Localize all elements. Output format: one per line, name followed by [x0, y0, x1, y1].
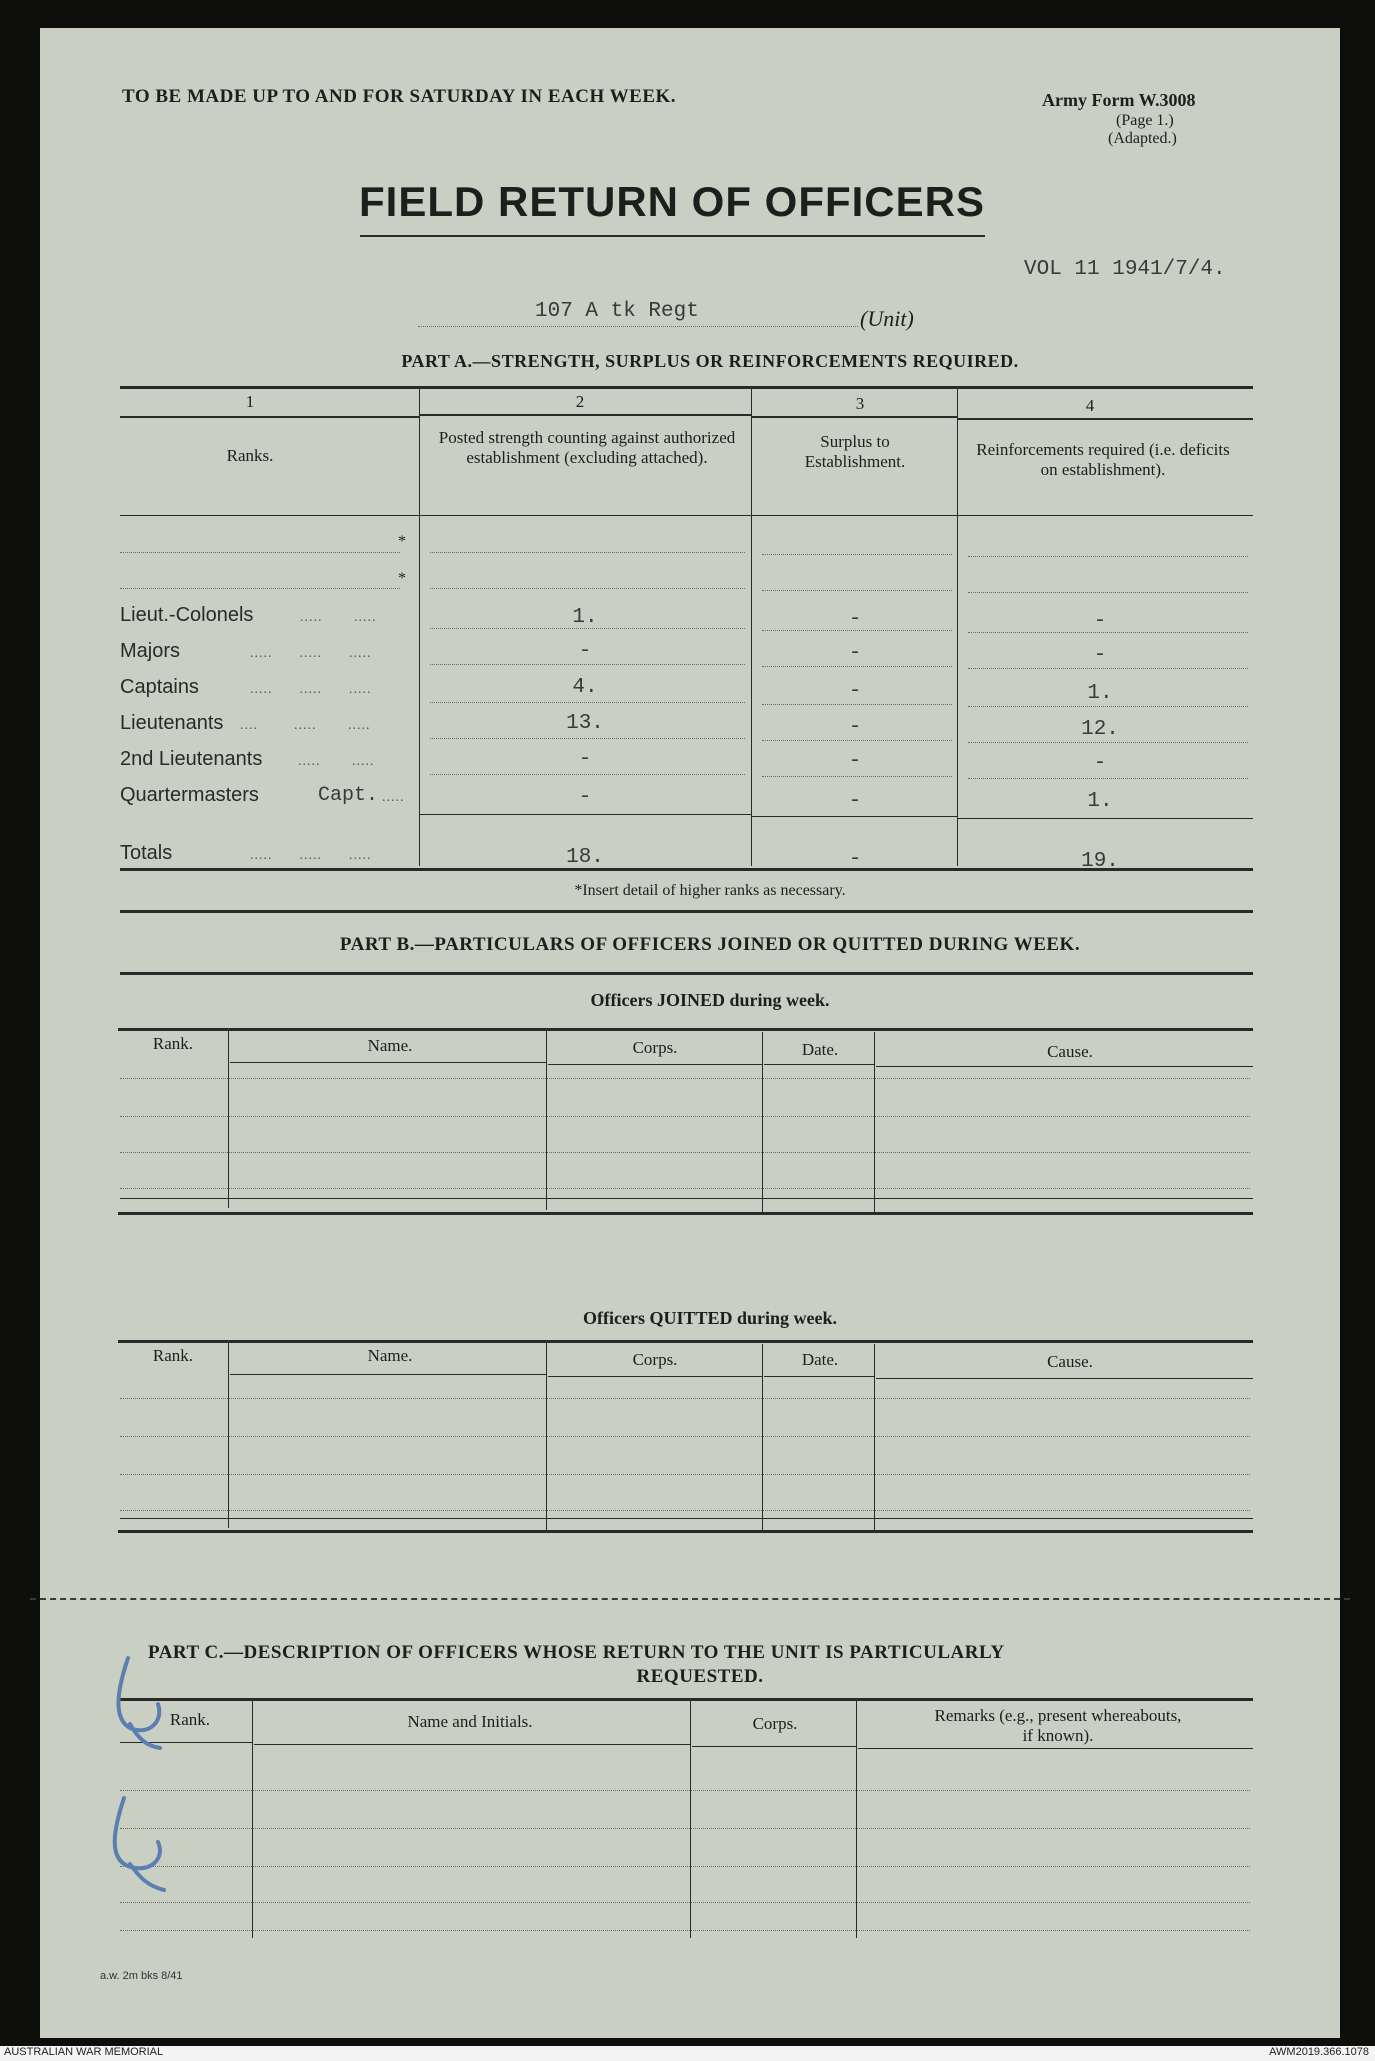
row-dots	[430, 588, 745, 589]
quitted-col-corps: Corps.	[632, 1350, 678, 1369]
leader-dots: ..... ..... .....	[250, 646, 372, 661]
form-page: (Page 1.)	[1116, 112, 1174, 129]
row-dots	[762, 776, 952, 777]
leader-dots: ..... .....	[298, 754, 375, 769]
blank-row-1-dots	[120, 552, 400, 553]
part-a-sub-rule-4	[958, 418, 1253, 420]
totals-label: Totals	[120, 842, 173, 864]
unit-label: (Unit)	[860, 306, 914, 331]
quitted-header-rule	[548, 1376, 762, 1377]
quitted-col-name: Name.	[367, 1346, 413, 1365]
part-b-heading-rule	[120, 972, 1253, 975]
instruction-text: TO BE MADE UP TO AND FOR SATURDAY IN EACH WEEK.	[122, 86, 677, 107]
leader-dots: ..... ..... .....	[250, 848, 372, 863]
joined-col-name: Name.	[367, 1036, 413, 1055]
joined-header-rule	[548, 1064, 762, 1065]
quitted-header-rule	[230, 1374, 546, 1375]
part-c-row-line	[120, 1866, 1250, 1867]
archive-strip	[0, 2046, 1375, 2061]
rank-label: Lieutenants	[120, 712, 224, 734]
quitted-header-rule	[764, 1376, 874, 1377]
quitted-header-rule	[876, 1378, 1253, 1379]
unit-value: 107 A tk Regt	[535, 300, 699, 323]
part-b-top-rule	[120, 910, 1253, 913]
joined-row-line	[120, 1152, 1250, 1153]
part-c-heading-2: REQUESTED.	[636, 1666, 764, 1687]
col-header-posted: Posted strength counting against authorized establishment (excluding attached).	[438, 428, 736, 467]
col-number-1: 1	[245, 392, 255, 411]
blank-row-2-dots	[120, 588, 400, 589]
part-c-row-line	[120, 1930, 1250, 1931]
part-c-col-remarks-2: if known).	[1022, 1726, 1094, 1745]
quitted-title-visible: Officers QUITTED during week.	[583, 1308, 837, 1328]
part-a-sub-rule-1	[120, 416, 420, 418]
joined-header-rule	[876, 1066, 1253, 1067]
row-dots	[430, 664, 745, 665]
quitted-row-line	[120, 1510, 1250, 1511]
rank-label: Quartermasters	[120, 784, 259, 806]
posted-value: -	[578, 786, 592, 809]
surplus-value: -	[848, 750, 862, 773]
page-title: FIELD RETURN OF OFFICERS	[359, 178, 985, 225]
quitted-divider	[874, 1344, 875, 1530]
surplus-value: -	[848, 716, 862, 739]
part-a-divider-1	[419, 386, 420, 866]
totals-rule-3	[958, 818, 1253, 819]
vol-stamp: VOL 11 1941/7/4.	[1024, 258, 1226, 281]
joined-divider	[874, 1032, 875, 1212]
totals-reinf: 19.	[1081, 850, 1119, 873]
accession-number: AWM2019.366.1078	[1269, 2046, 1369, 2058]
part-c-heading: PART C.—DESCRIPTION OF OFFICERS WHOSE RETURN TO THE UNIT IS PARTICULARLY	[148, 1642, 1005, 1663]
rank-label: Majors	[120, 640, 181, 662]
joined-divider	[228, 1028, 229, 1208]
joined-bottom-rule	[120, 1198, 1253, 1199]
part-a-divider-2	[751, 386, 752, 866]
row-dots	[968, 742, 1248, 743]
col-header-ranks: Ranks.	[226, 446, 274, 465]
quitted-col-date: Date.	[801, 1350, 839, 1369]
title-underline	[360, 235, 985, 237]
joined-header-rule	[230, 1062, 546, 1063]
joined-header-rule	[764, 1064, 874, 1065]
quitted-bottom-rule	[120, 1518, 1253, 1519]
part-c-row-line	[120, 1902, 1250, 1903]
leader-dots: .....	[382, 790, 405, 805]
joined-divider	[762, 1032, 763, 1212]
part-c-col-rank: Rank.	[169, 1710, 211, 1729]
totals-surplus: -	[848, 848, 862, 871]
joined-col-cause: Cause.	[1047, 1042, 1093, 1061]
joined-row-line	[120, 1116, 1250, 1117]
joined-row-line	[120, 1188, 1250, 1189]
part-a-top-rule	[120, 386, 1253, 389]
joined-end-rule	[118, 1212, 1253, 1215]
quitted-divider	[762, 1344, 763, 1530]
row-dots	[968, 556, 1248, 557]
form-adapted: (Adapted.)	[1108, 130, 1177, 147]
part-a-heading: PART A.—STRENGTH, SURPLUS OR REINFORCEMENTS REQUIRED.	[401, 351, 1019, 371]
joined-col-date: Date.	[801, 1040, 839, 1059]
unit-dotted-line	[418, 326, 858, 327]
col-number-2: 2	[575, 392, 585, 411]
blank-row-1-star: *	[398, 533, 406, 550]
part-a-sub-rule-3	[752, 416, 957, 418]
leader-dots: .... ..... .....	[240, 718, 371, 733]
leader-dots: ..... ..... .....	[250, 682, 372, 697]
col-header-reinforcements: Reinforcements required (i.e. deficits on establishment).	[976, 440, 1230, 479]
reinf-value: 1.	[1087, 682, 1113, 705]
quitted-row-line	[120, 1398, 1250, 1399]
part-c-row-line	[120, 1828, 1250, 1829]
rank-label: 2nd Lieutenants	[120, 748, 263, 770]
totals-posted: 18.	[566, 846, 604, 869]
part-b-heading: PART B.—PARTICULARS OF OFFICERS JOINED OR QUITTED DURING WEEK.	[339, 934, 1081, 955]
quitted-row-line	[120, 1436, 1250, 1437]
leader-dots: ..... .....	[300, 610, 377, 625]
row-dots	[430, 738, 745, 739]
reinf-value: -	[1093, 644, 1107, 667]
quitted-row-line	[120, 1474, 1250, 1475]
surplus-value: -	[848, 642, 862, 665]
form-number: Army Form W.3008	[1042, 90, 1196, 110]
row-dots	[762, 704, 952, 705]
posted-value: -	[578, 748, 592, 771]
posted-value: 1.	[572, 606, 598, 629]
row-dots	[430, 628, 745, 629]
row-dots	[968, 668, 1248, 669]
row-dots	[968, 632, 1248, 633]
reinf-value: 1.	[1087, 790, 1113, 813]
col-number-4: 4	[1085, 396, 1095, 415]
row-dots	[968, 592, 1248, 593]
totals-rule-2	[752, 816, 957, 817]
col-number-3: 3	[855, 394, 865, 413]
institution-label: AUSTRALIAN WAR MEMORIAL	[4, 2046, 164, 2058]
joined-row-line	[120, 1078, 1250, 1079]
reinf-value: -	[1093, 610, 1107, 633]
blank-row-2-star: *	[398, 570, 406, 587]
row-dots	[430, 552, 745, 553]
part-c-header-rule	[858, 1748, 1253, 1749]
part-a-sub-rule-2	[420, 414, 752, 416]
reinf-value: 12.	[1081, 718, 1119, 741]
rank-label: Lieut.-Colonels	[120, 604, 254, 626]
printer-code: a.w. 2m bks 8/41	[100, 1970, 183, 1982]
joined-title: Officers JOINED during week.	[590, 990, 830, 1010]
quitted-end-rule	[118, 1530, 1253, 1533]
part-c-header-rule	[254, 1744, 690, 1745]
part-c-col-corps: Corps.	[752, 1714, 798, 1733]
surplus-value: -	[848, 608, 862, 631]
surplus-value: -	[848, 790, 862, 813]
quitted-col-rank: Rank.	[152, 1346, 194, 1365]
joined-divider	[546, 1030, 547, 1210]
perforation-line	[30, 1598, 1350, 1600]
part-c-header-rule	[692, 1746, 856, 1747]
posted-value: 4.	[572, 676, 598, 699]
posted-value: 13.	[566, 712, 604, 735]
quitted-divider	[228, 1340, 229, 1528]
row-dots	[762, 666, 952, 667]
row-dots	[762, 740, 952, 741]
part-c-col-remarks: Remarks (e.g., present whereabouts,	[934, 1706, 1182, 1725]
totals-rule-1	[420, 814, 752, 815]
reinf-value: -	[1093, 752, 1107, 775]
part-a-footnote: *Insert detail of higher ranks as necessary.	[574, 882, 846, 899]
part-c-top-rule	[118, 1698, 1253, 1701]
pencil-annotation-icon	[68, 1628, 188, 1928]
part-c-row-line	[120, 1790, 1250, 1791]
part-c-col-name: Name and Initials.	[407, 1712, 533, 1731]
row-dots	[762, 630, 952, 631]
posted-value: -	[578, 640, 592, 663]
rank-extra-note: Capt.	[318, 784, 379, 807]
row-dots	[762, 554, 952, 555]
quitted-top-rule	[118, 1340, 1253, 1343]
row-dots	[968, 706, 1248, 707]
col-header-surplus: Surplus to Establishment.	[804, 432, 906, 471]
row-dots	[968, 778, 1248, 779]
rank-label: Captains	[120, 676, 199, 698]
part-a-bottom-rule	[120, 868, 1253, 871]
quitted-col-cause: Cause.	[1047, 1352, 1093, 1371]
joined-top-rule	[118, 1028, 1253, 1031]
row-dots	[430, 774, 745, 775]
joined-col-rank: Rank.	[152, 1034, 194, 1053]
row-dots	[430, 702, 745, 703]
row-dots	[762, 590, 952, 591]
part-a-header-rule	[120, 515, 1253, 516]
joined-col-corps: Corps.	[632, 1038, 678, 1057]
surplus-value: -	[848, 680, 862, 703]
form-paper	[40, 28, 1340, 2038]
part-a-divider-3	[957, 386, 958, 866]
